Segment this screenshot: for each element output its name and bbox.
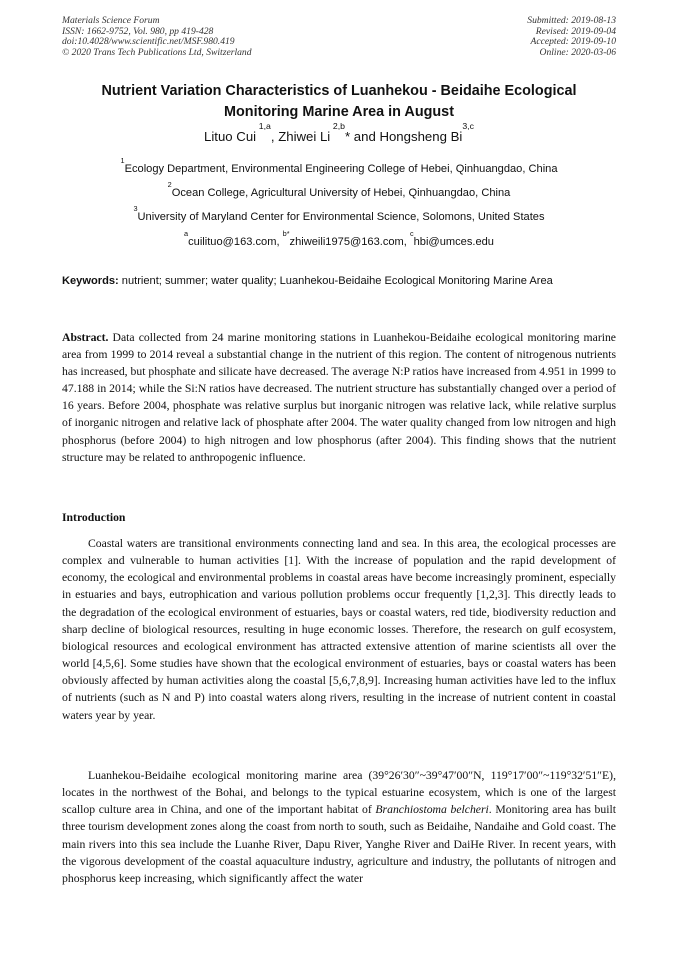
- author-affiliation-mark: 3,c: [462, 121, 474, 132]
- journal-name: Materials Science Forum: [62, 15, 160, 26]
- author-separator: ,: [270, 129, 279, 144]
- affiliation: [62, 203, 616, 224]
- author-list: [62, 121, 616, 146]
- author-separator: * and: [344, 129, 380, 144]
- email-link[interactable]: cuilituo@163.com: [188, 236, 277, 248]
- email-separator: ,: [403, 236, 410, 248]
- affiliation-number: 1: [120, 155, 125, 165]
- affiliation-number: 3: [133, 203, 138, 213]
- issn-volume: ISSN: 1662-9752, Vol. 980, pp 419-428: [62, 25, 214, 37]
- keywords-text: nutrient; summer; water quality; Luanhekou-Beidaihe Ecological Monitoring Marine Area: [118, 275, 553, 287]
- affiliation: [62, 155, 616, 176]
- email-mark: c: [409, 228, 414, 238]
- online-date: Online: 2020-03-06: [539, 46, 616, 58]
- affiliation-text: University of Maryland Center for Environmental Science, Solomons, United States: [137, 211, 545, 223]
- affiliation: [62, 179, 616, 200]
- doi: doi:10.4028/www.scientific.net/MSF.980.419: [62, 36, 235, 48]
- journal-info: [62, 16, 252, 58]
- paper-title: [62, 81, 616, 123]
- abstract-text: Data collected from 24 marine monitoring stations in Luanhekou-Beidaihe ecological monitoring marine area from 1999 to 2014 reveal a substantial change in the nutrient of this region. The content of nitrogenous nutrients has increased, but phosphate and silicate have decreased. The average N:P ratios have increased from 4.951 in 1999 to 47.188 in 2014; while the Si:N ratios have decreased. The nutrient structure has substantially changed over a period of 16 years. Before 2004, phosphate was relative surplus but inorganic nitrogen was relative lack, while relative surplus of inorganic nitrogen and relative lack of phosphate after 2004. The water quality changed from low nitrogen and high phosphorus (before 2004) to high nitrogen and low phosphorus (after 2004). This finding shows that the nutrient structure may be related to anthropogenic influence.: [62, 331, 616, 464]
- abstract: [62, 329, 616, 466]
- author-affiliation-mark: 2,b: [332, 121, 345, 132]
- email-mark: b*: [282, 228, 290, 238]
- revised-date: Revised: 2019-09-04: [535, 25, 616, 37]
- publication-dates: [527, 16, 616, 58]
- body-paragraph: [62, 767, 616, 887]
- copyright: © 2020 Trans Tech Publications Ltd, Switzerland: [62, 46, 252, 58]
- species-name: Branchiostoma belcheri: [375, 803, 489, 817]
- paragraph-text: Luanhekou-Beidaihe ecological monitoring marine area (39°26′30″~39°47′00″N, 119°17′00″~119°32′51″E), locates in the northwest of the Bohai, and belongs to the typical estuarine ecosystem, which is one of the largest scallop culture area in China, and one of the important habitat of: [62, 769, 616, 817]
- keywords: [62, 274, 616, 289]
- title-line: Nutrient Variation Characteristics of Luanhekou - Beidaihe Ecological: [101, 83, 577, 99]
- author-affiliation-mark: 1,a: [258, 121, 271, 132]
- keywords-label: Keywords:: [62, 275, 119, 287]
- author-name: Hongsheng Bi: [379, 129, 463, 144]
- author-name: Zhiwei Li: [278, 129, 331, 144]
- accepted-date: Accepted: 2019-09-10: [530, 36, 616, 48]
- author-emails: [62, 228, 616, 249]
- affiliation-text: Ecology Department, Environmental Engineering College of Hebei, Qinhuangdao, China: [124, 163, 558, 175]
- paragraph-text: . Monitoring area has built three tourism development zones along the coast from north to south, such as Beidaihe, Nandaihe and Gold coast. The main rivers into this sea include the Luanhe River, Dapu River, Yanghe River and DaiHe River. In recent years, with the vigorous development of the coastal aquaculture industry, agriculture and industry, the pollutants of nitrogen and phosphorus keep increasing, which significantly affect the water: [62, 803, 616, 885]
- email-link[interactable]: zhiweili1975@163.com: [289, 236, 404, 248]
- affiliation-number: 2: [167, 179, 172, 189]
- email-mark: a: [184, 228, 189, 238]
- submitted-date: Submitted: 2019-08-13: [527, 15, 616, 26]
- body-paragraph: Coastal waters are transitional environments connecting land and sea. In this area, the ecological processes are complex and vulnerable to human activities [1]. With the increase of population and the rapid development of economy, the ecological and environmental problems in coastal areas have become increasingly prominent, especially in estuaries and bays, eutrophication and various pollution problems occur frequently [1,2,3]. This directly leads to the degradation of the ecological environment of estuaries, bays or coastal waters, red tide, biodiversity reduction and sharp decline of biological resources, resulting in huge economic losses. Therefore, the research on gulf ecosystem, biological resources and ecological environment has attracted extensive attention of marine scientists all over the world [4,5,6]. Some studies have shown that the ecological environment of estuaries, bays or coastal waters has been obviously affected by human activities along the coastal [5,6,7,8,9]. Increasing human activities have led to the influx of nutrients (such as N and P) into coastal waters along rivers, resulting in the increase of nutrient content in coastal waters year by year.: [62, 537, 616, 722]
- author-name: Lituo Cui: [204, 129, 257, 144]
- title-line: Monitoring Marine Area in August: [224, 104, 454, 120]
- section-heading: Introduction: [62, 511, 126, 524]
- abstract-label: Abstract.: [62, 331, 109, 344]
- affiliation-text: Ocean College, Agricultural University of Hebei, Qinhuangdao, China: [171, 187, 511, 199]
- email-link[interactable]: hbi@umces.edu: [413, 236, 494, 248]
- email-separator: ,: [276, 236, 283, 248]
